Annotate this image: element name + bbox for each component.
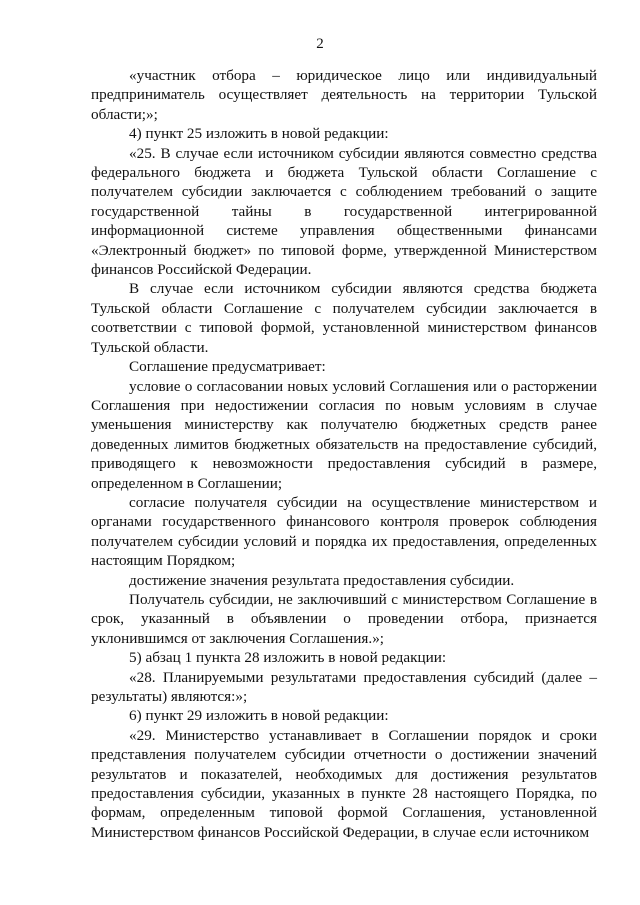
paragraph-participant-definition: «участник отбора – юридическое лицо или индивидуальный предприниматель осуществляет деятельность на территории Тульской области;»; <box>91 67 597 123</box>
paragraph-item-5: 5) абзац 1 пункта 28 изложить в новой редакции: <box>129 649 447 667</box>
paragraph-consent-inspections: согласие получателя субсидии на осуществление министерством и органами государственного финансового контроля проверок соблюдения получателем субсидии условий и порядка их предоставления, определенных настоящим Порядком; <box>91 493 597 570</box>
paragraph-condition-renegotiation: условие о согласовании новых условий Соглашения или о расторжении Соглашения при недостижении согласия по новым условиям в случае уменьшения министерству как получателю бюджетных средств ранее доведенных лимитов бюджетных обязательств на предоставление субсидий, приводящего к невозможности предоставления субсидий в размере, определенном в Соглашении; <box>91 377 597 492</box>
paragraph-item-4: 4) пункт 25 изложить в новой редакции: <box>129 125 389 143</box>
paragraph-regional-budget: В случае если источником субсидии являются средства бюджета Тульской области Соглашение с получателем субсидии заключается в соответствии с типовой формой, установленной министерством финансов Тульской области. <box>91 280 597 356</box>
paragraph-clause-29: «29. Министерство устанавливает в Соглашении порядок и сроки представления получателем субсидии отчетности о достижении значений результатов и показателей, необходимых для достижения результатов предоставления субсидии, указанных в пункте 28 настоящего Порядка, по формам, определенным типовой формой Соглашения, установленной Министерством финансов Российской Федерации, в случае если источником <box>91 726 597 841</box>
paragraph-recipient-evasion: Получатель субсидии, не заключивший с министерством Соглашение в срок, указанный в объявлении о проведении отбора, признается уклонившимся от заключения Соглашения.»; <box>91 590 597 647</box>
paragraph-clause-28: «28. Планируемыми результатами предоставления субсидий (далее – результаты) являются:»; <box>91 668 597 705</box>
page-number: 2 <box>316 36 324 52</box>
paragraph-agreement-provides: Соглашение предусматривает: <box>129 358 326 376</box>
paragraph-item-6: 6) пункт 29 изложить в новой редакции: <box>129 707 389 725</box>
paragraph-clause-25: «25. В случае если источником субсидии являются совместно средства федерального бюджета и бюджета Тульской области Соглашение с получателем субсидии заключается с соблюдением требований о защите государственной тайны в государственной интегрированной информационной системе управления общественными финансами «Электронный бюджет» по типовой форме, утвержденной Министерством финансов Российской Федерации. <box>91 144 597 279</box>
document-body <box>91 66 597 842</box>
paragraph-result-achievement: достижение значения результата предоставления субсидии. <box>129 571 515 589</box>
